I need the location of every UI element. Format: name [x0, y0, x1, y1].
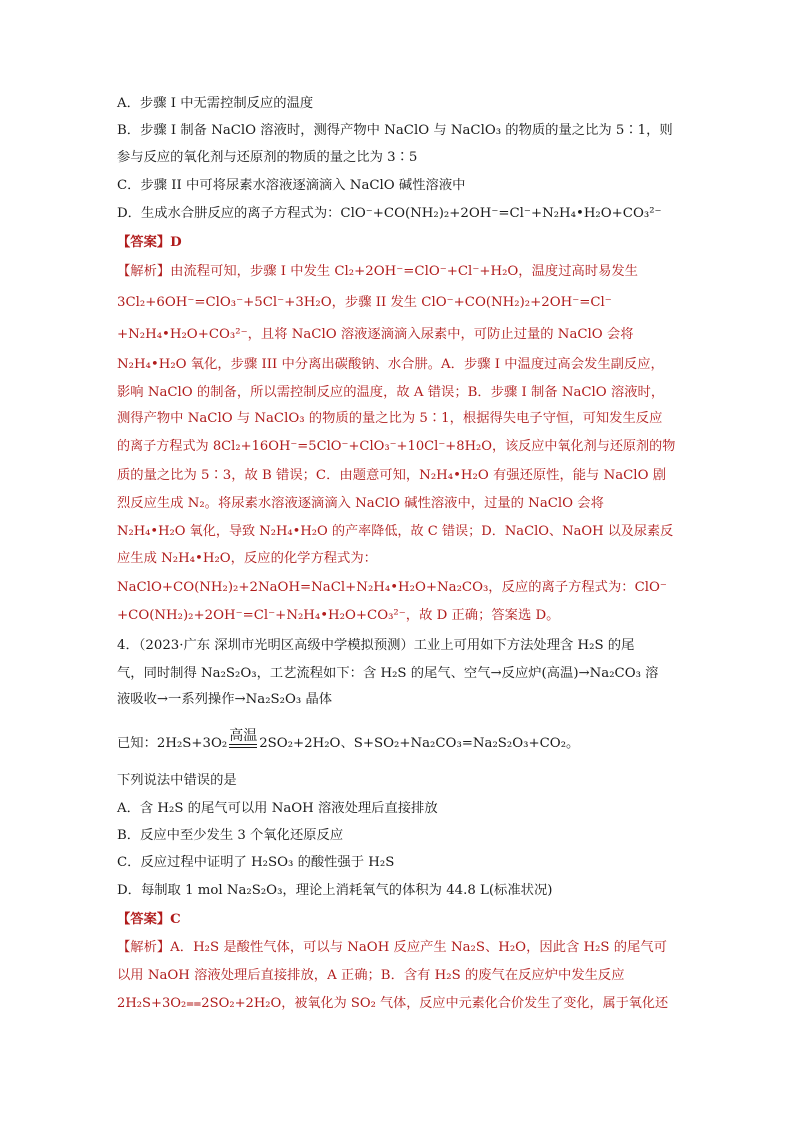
q3-option-b-continued: 参与反应的氧化剂与还原剂的物质的量之比为 3∶5 [117, 150, 418, 165]
q3-analysis-line: N₂H₄•H₂O 氧化，导致 N₂H₄•H₂O 的产率降低，故 C 错误；D．NaClO、NaOH 以及尿素反 [117, 524, 674, 539]
q3-analysis-line: 【解析】由流程可知，步骤 I 中发生 Cl₂+2OH⁻=ClO⁻+Cl⁻+H₂O，温度过高时易发生 [117, 264, 638, 279]
q3-option-d: D．生成水合肼反应的离子方程式为：ClO⁻+CO(NH₂)₂+2OH⁻=Cl⁻+N₂H₄•H₂O+CO₃²⁻ [117, 206, 662, 221]
q4-stem: 4．（2023·广东 深圳市光明区高级中学模拟预测）工业上可用如下方法处理含 H₂S 的尾 [117, 638, 635, 653]
q4-option-a: A．含 H₂S 的尾气可以用 NaOH 溶液处理后直接排放 [117, 801, 438, 816]
q4-option-c: C．反应过程中证明了 H₂SO₃ 的酸性强于 H₂S [117, 855, 395, 870]
q4-stem: 液吸收→一系列操作→Na₂S₂O₃ 晶体 [117, 692, 333, 707]
q4-stem: 气，同时制得 Na₂S₂O₃，工艺流程如下：含 H₂S 的尾气、空气→反应炉(高温)→Na₂CO₃ 溶 [117, 666, 659, 681]
q3-analysis-line: N₂H₄•H₂O 氧化，步骤 III 中分离出碳酸钠、水合肼。A．步骤 I 中温度过高会发生副反应， [117, 357, 664, 372]
q3-analysis-line: +N₂H₄•H₂O+CO₃²⁻，且将 NaClO 溶液逐滴滴入尿素中，可防止过量的 NaClO 会将 [117, 327, 634, 342]
q3-option-c: C．步骤 II 中可将尿素水溶液逐滴滴入 NaClO 碱性溶液中 [117, 178, 466, 193]
q4-analysis-line: 以用 NaOH 溶液处理后直接排放，A 正确；B．含有 H₂S 的废气在反应炉中发生反应 [117, 968, 625, 983]
equals-sign [229, 744, 257, 748]
q3-analysis-line: +CO(NH₂)₂+2OH⁻=Cl⁻+N₂H₄•H₂O+CO₃²⁻，故 D 正确；答案选 D。 [117, 608, 560, 623]
q3-analysis-line: 烈反应生成 N₂。将尿素水溶液逐滴滴入 NaClO 碱性溶液中，过量的 NaClO 会将 [117, 496, 604, 511]
q4-ask: 下列说法中错误的是 [117, 773, 237, 788]
q4-known-equations [117, 729, 676, 754]
q4-answer: 【答案】C [117, 912, 181, 927]
q3-analysis-line: 质的量之比为 5∶3，故 B 错误；C．由题意可知，N₂H₄•H₂O 有强还原性，能与 NaClO 剧 [117, 468, 666, 483]
q3-analysis-line: 的离子方程式为 8Cl₂+16OH⁻=5ClO⁻+ClO₃⁻+10Cl⁻+8H₂O，该反应中氧化剂与还原剂的物 [117, 439, 676, 454]
q3-analysis-line: 影响 NaClO 的制备，所以需控制反应的温度，故 A 错误；B．步骤 I 制备 NaClO 溶液时， [117, 385, 665, 400]
q3-analysis-line: NaClO+CO(NH₂)₂+2NaOH=NaCl+N₂H₄•H₂O+Na₂CO₃，反应的离子方程式为：ClO⁻ [117, 580, 667, 595]
q4-analysis-line: 2H₂S+3O₂⩵2SO₂+2H₂O，被氧化为 SO₂ 气体，反应中元素化合价发生了变化，属于氧化还 [117, 996, 669, 1011]
q3-answer: 【答案】D [117, 235, 182, 250]
reaction-condition: 高温 [229, 728, 258, 744]
q4-analysis-line: 【解析】A．H₂S 是酸性气体，可以与 NaOH 反应产生 Na₂S、H₂O，因此含 H₂S 的尾气可 [117, 940, 667, 955]
q3-analysis-line: 应生成 N₂H₄•H₂O，反应的化学方程式为： [117, 551, 377, 566]
equation-reactants: 已知：2H₂S+3O₂ [117, 736, 228, 751]
q3-analysis-line: 测得产物中 NaClO 与 NaClO₃ 的物质的量之比为 5∶1，根据得失电子守恒，可知发生反应 [117, 411, 663, 426]
equation-products: 2SO₂+2H₂O、S+SO₂+Na₂CO₃=Na₂S₂O₃+CO₂。 [259, 736, 580, 751]
reaction-arrow [229, 729, 257, 754]
q4-option-b: B．反应中至少发生 3 个氧化还原反应 [117, 828, 344, 843]
q3-option-b: B．步骤 I 制备 NaClO 溶液时，测得产物中 NaClO 与 NaClO₃ 的物质的量之比为 5∶1，则 [117, 123, 673, 138]
q4-option-d: D．每制取 1 mol Na₂S₂O₃，理论上消耗氧气的体积为 44.8 L(标准状况) [117, 883, 553, 898]
q3-analysis-line: 3Cl₂+6OH⁻=ClO₃⁻+5Cl⁻+3H₂O，步骤 II 发生 ClO⁻+CO(NH₂)₂+2OH⁻=Cl⁻ [117, 295, 612, 310]
q3-option-a: A．步骤 I 中无需控制反应的温度 [117, 96, 314, 111]
